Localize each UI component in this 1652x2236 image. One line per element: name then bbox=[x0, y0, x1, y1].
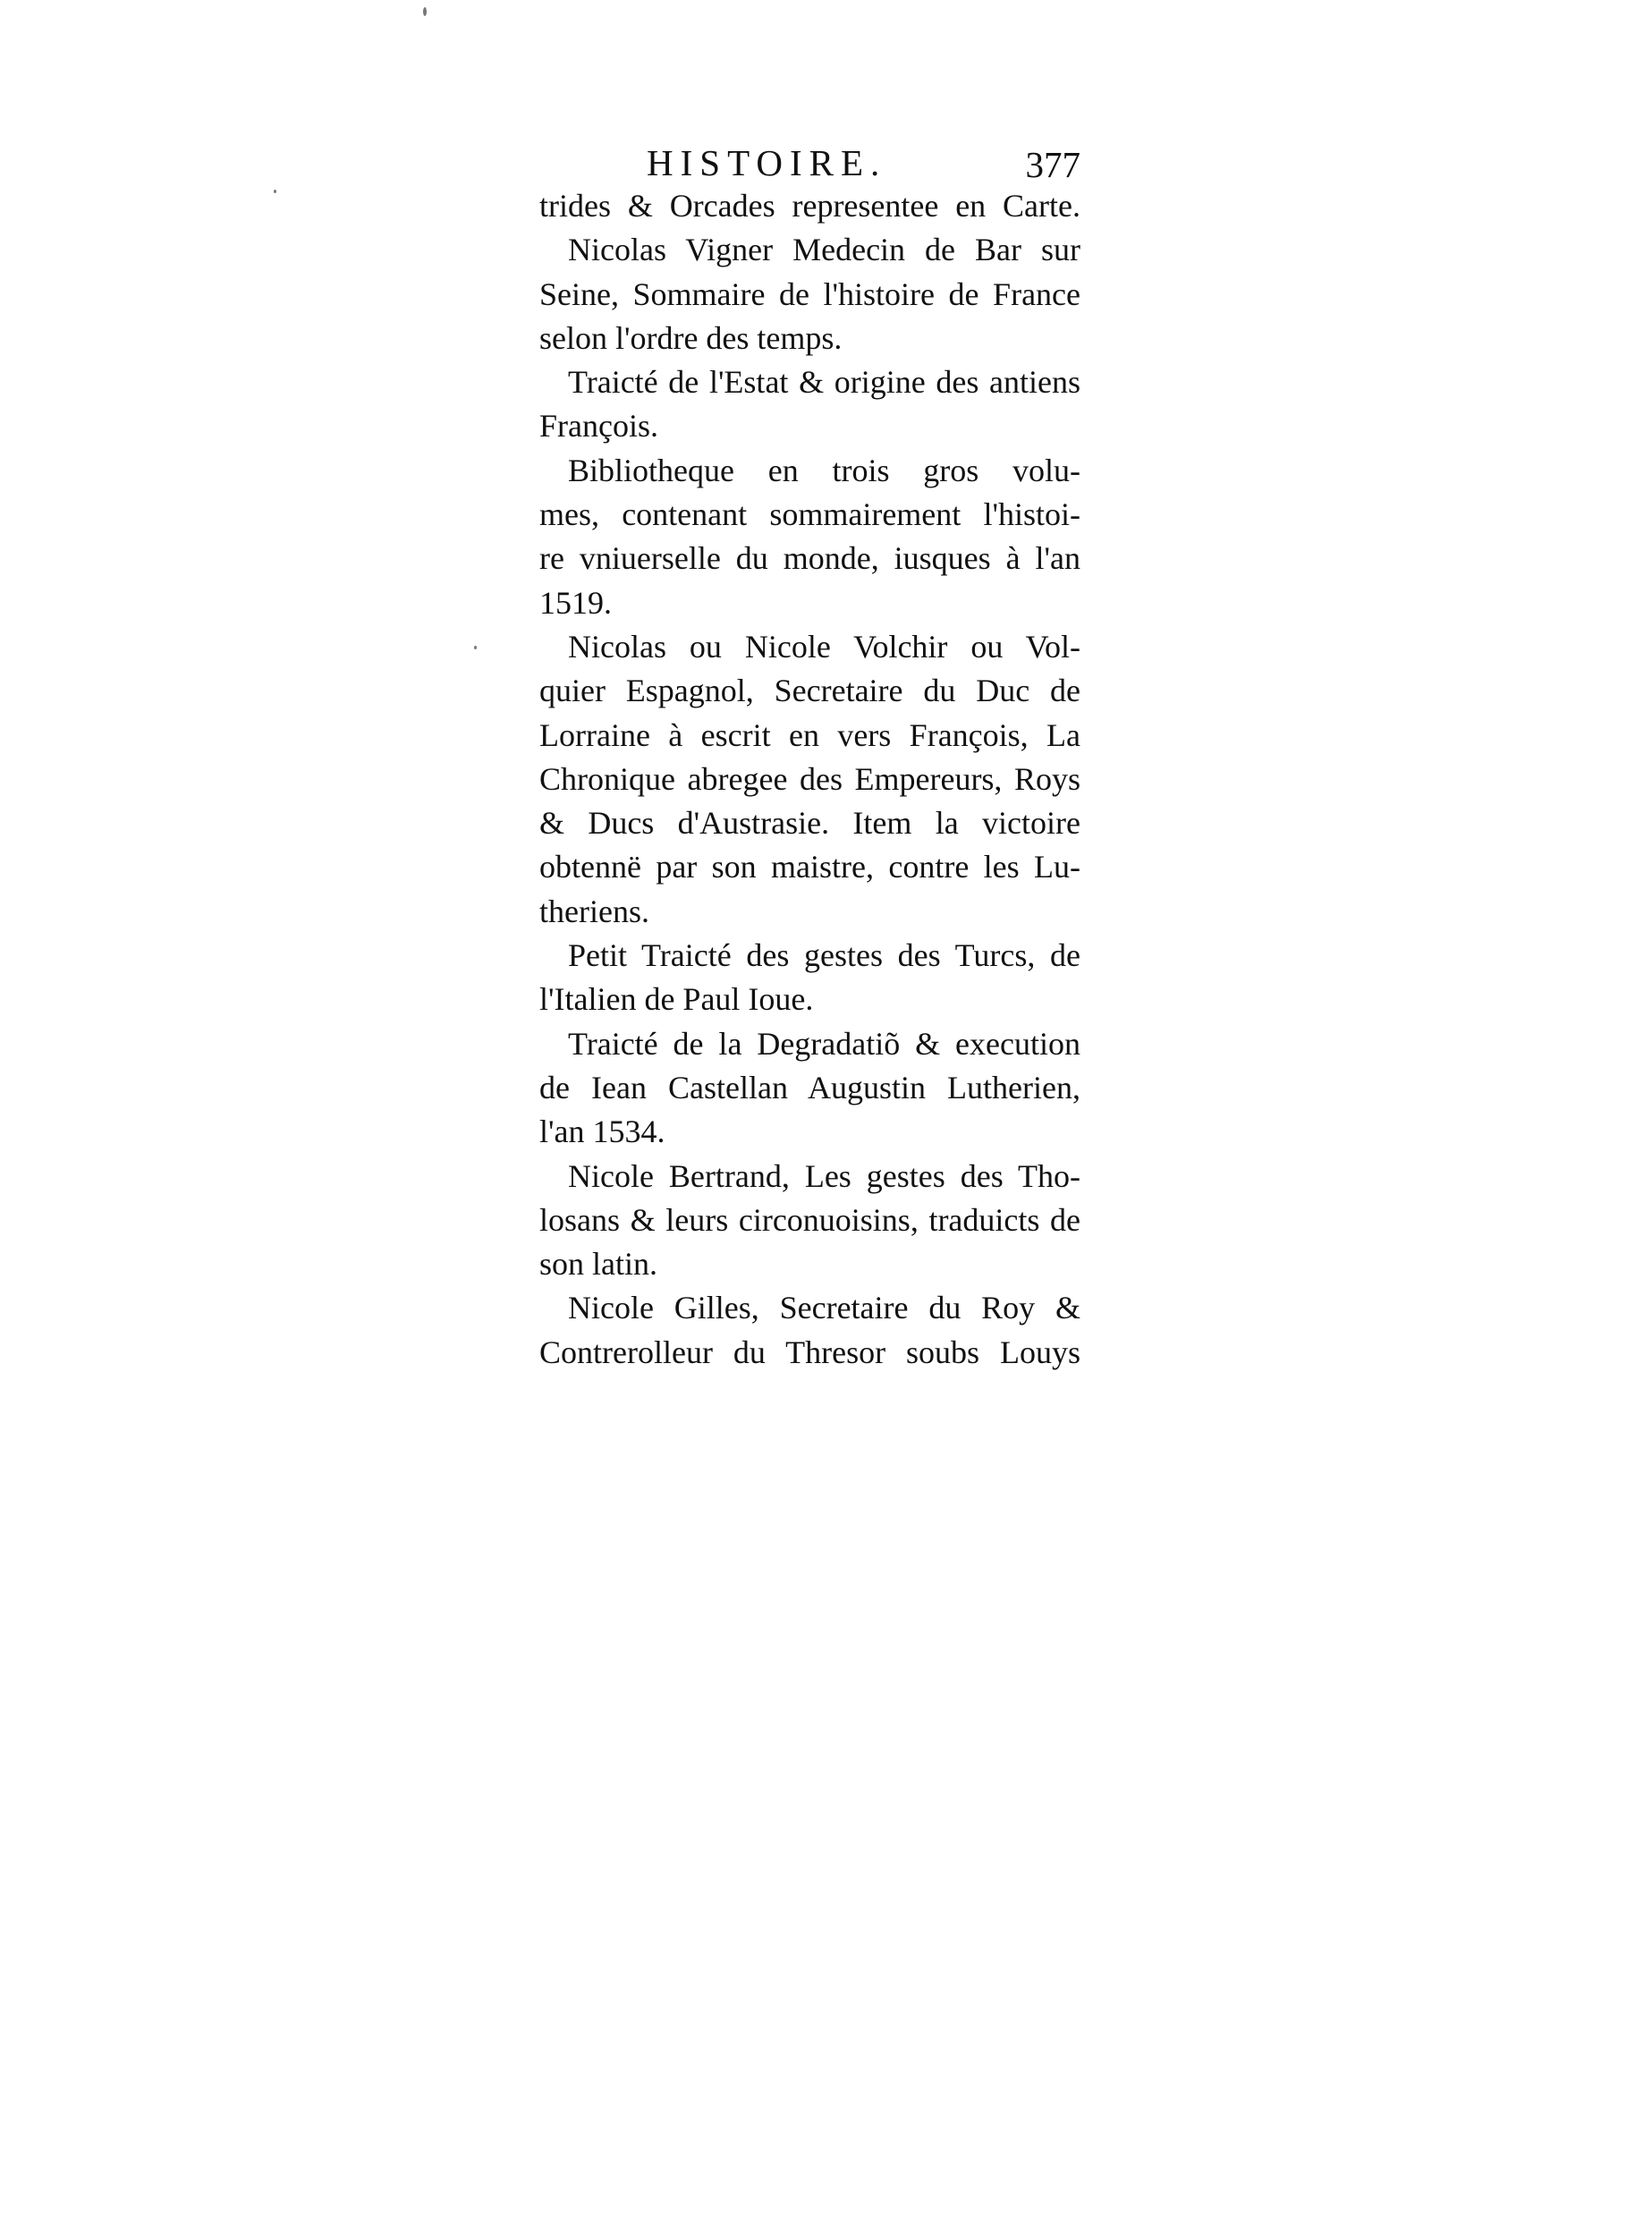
text-line: selon l'ordre des temps. bbox=[539, 319, 843, 356]
text-line: Contrerolleur du Thresor soubs Louys bbox=[539, 1334, 1080, 1370]
text-column bbox=[539, 132, 1080, 1375]
text-line: Seine, Sommaire de l'histoire de France bbox=[539, 275, 1080, 312]
text-line: theriens. bbox=[539, 893, 649, 929]
text-line: Nicolas Vigner Medecin de Bar sur bbox=[568, 232, 1080, 268]
text-line: Chronique abregee des Empereurs, Roys bbox=[539, 760, 1080, 797]
text-line: quier Espagnol, Secretaire du Duc de bbox=[539, 673, 1080, 709]
text-line: Lorraine à escrit en vers François, La bbox=[539, 716, 1080, 753]
text-line: l'Italien de Paul Ioue. bbox=[539, 981, 814, 1018]
running-head bbox=[539, 132, 1080, 184]
text-line: Nicole Bertrand, Les gestes des Tho- bbox=[568, 1157, 1080, 1194]
text-line: Nicole Gilles, Secretaire du Roy & bbox=[568, 1290, 1080, 1326]
text-line: Petit Traicté des gestes des Turcs, de bbox=[568, 937, 1080, 974]
ink-speck bbox=[474, 646, 477, 649]
text-line: Nicolas ou Nicole Volchir ou Vol- bbox=[568, 628, 1080, 665]
text-line: l'an 1534. bbox=[539, 1114, 665, 1150]
running-title: HISTOIRE. bbox=[647, 142, 887, 183]
text-line: re vniuerselle du monde, iusques à l'an bbox=[539, 540, 1080, 577]
ink-speck bbox=[274, 190, 276, 193]
text-line: Traicté de la Degradatiõ & execution bbox=[568, 1025, 1080, 1062]
text-line: losans & leurs circonuoisins, traduicts de bbox=[539, 1201, 1080, 1238]
text-line: de Iean Castellan Augustin Lutherien, bbox=[539, 1069, 1080, 1105]
text-line: 1519. bbox=[539, 584, 612, 621]
text-line: Bibliotheque en trois gros volu- bbox=[568, 452, 1080, 488]
text-line: obtennë par son maistre, contre les Lu- bbox=[539, 849, 1080, 885]
ink-speck bbox=[423, 7, 427, 16]
text-line: François. bbox=[539, 408, 658, 445]
text-line: son latin. bbox=[539, 1246, 657, 1283]
text-line: & Ducs d'Austrasie. Item la victoire bbox=[539, 805, 1080, 842]
text-line: trides & Orcades representee en Carte. bbox=[539, 188, 1080, 224]
text-line: Traicté de l'Estat & origine des antiens bbox=[568, 364, 1080, 401]
page-number: 377 bbox=[1025, 144, 1080, 185]
text-line: mes, contenant sommairement l'histoi- bbox=[539, 496, 1080, 533]
